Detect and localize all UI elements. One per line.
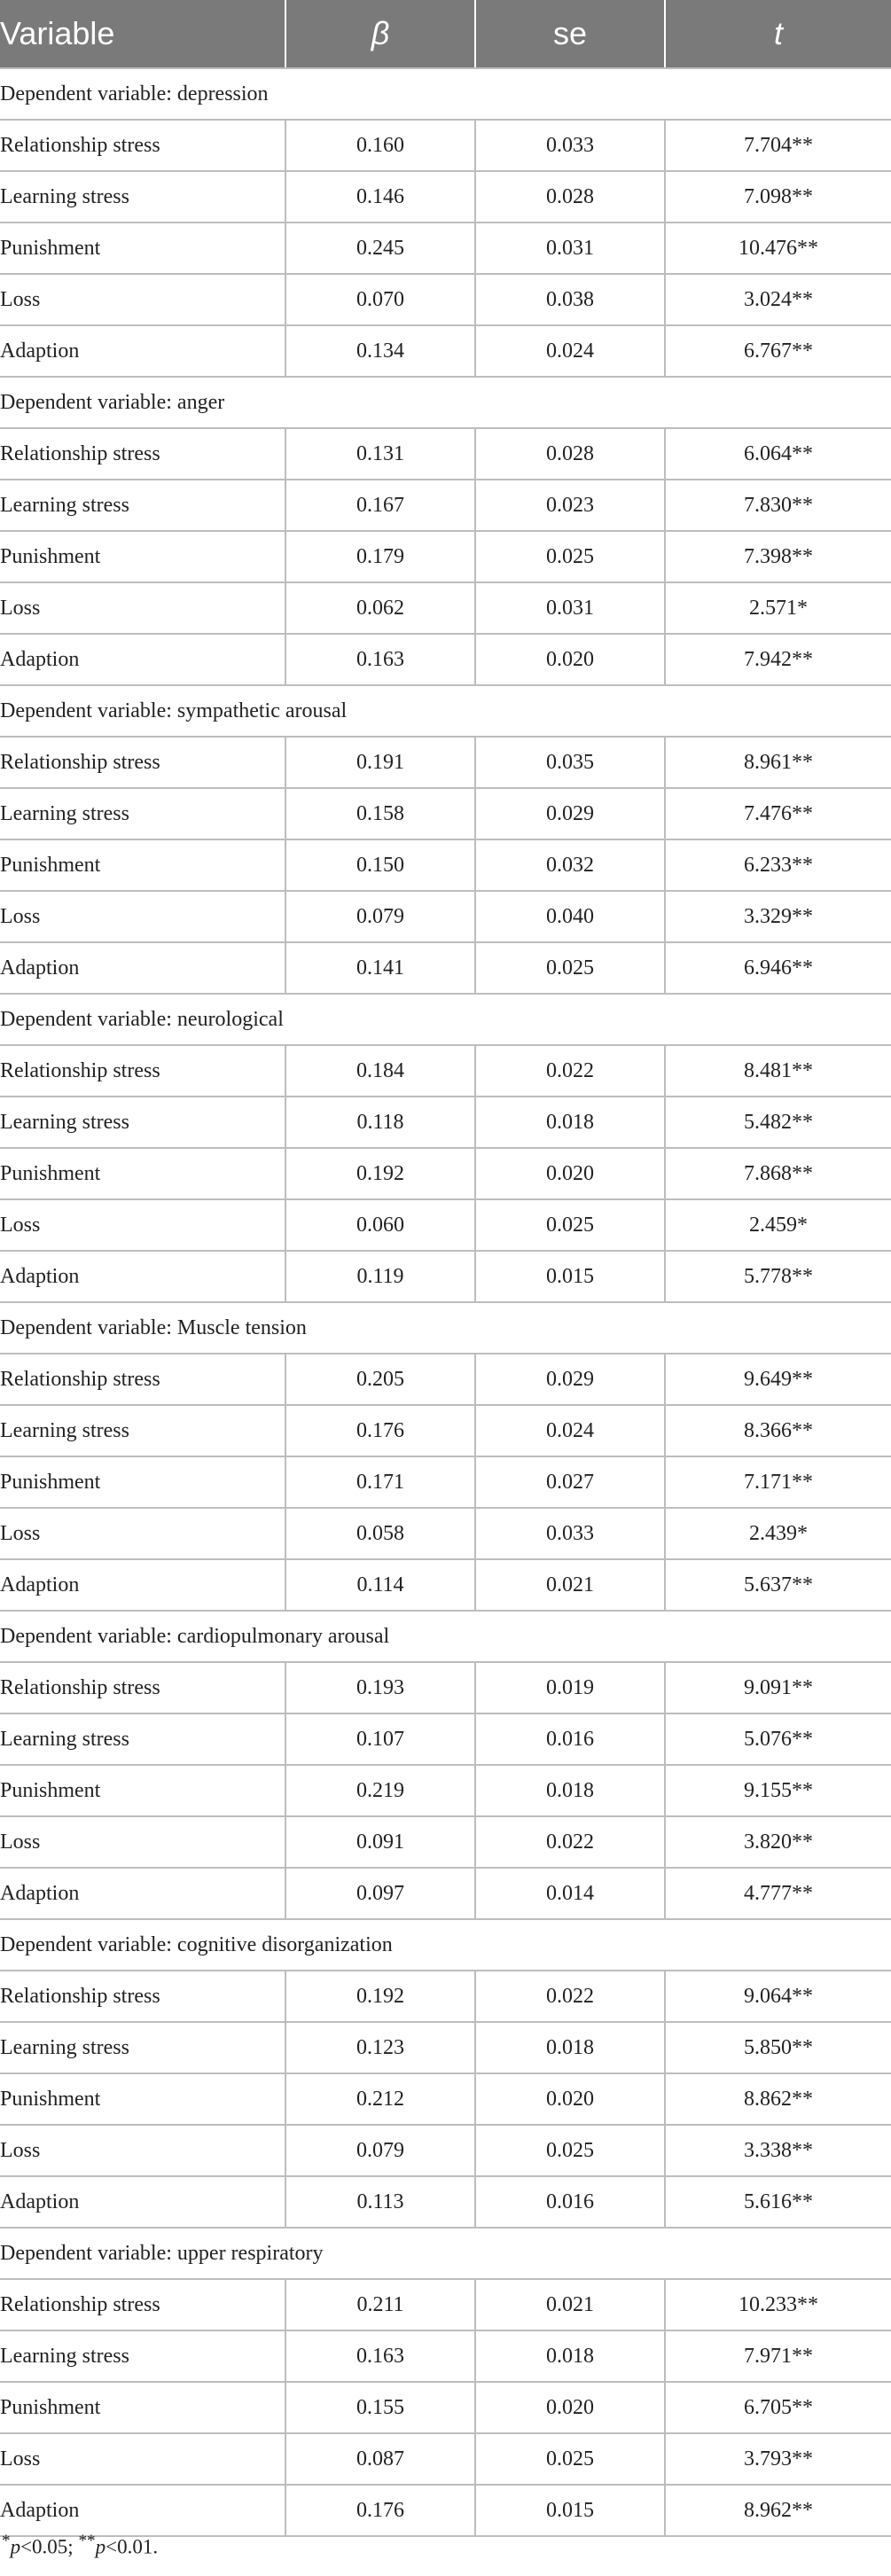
table-row bbox=[0, 2279, 891, 2330]
variable-name-cell: Learning stress bbox=[0, 2330, 285, 2382]
header-se: se bbox=[475, 0, 665, 68]
variable-name-cell: Punishment bbox=[0, 2382, 285, 2433]
t-cell: 8.862** bbox=[665, 2073, 891, 2125]
se-cell: 0.031 bbox=[475, 582, 665, 634]
t-cell: 10.476** bbox=[665, 222, 891, 274]
variable-name-cell: Punishment bbox=[0, 1148, 285, 1199]
se-cell: 0.029 bbox=[475, 788, 665, 839]
footnote-star-double: ** bbox=[78, 2532, 96, 2550]
variable-name-cell: Loss bbox=[0, 274, 285, 325]
group-title: Dependent variable: depression bbox=[0, 68, 891, 120]
variable-name-cell: Relationship stress bbox=[0, 737, 285, 788]
beta-cell: 0.211 bbox=[285, 2279, 475, 2330]
table-row bbox=[0, 1868, 891, 1919]
se-cell: 0.028 bbox=[475, 171, 665, 222]
t-cell: 7.942** bbox=[665, 634, 891, 685]
table-header-row bbox=[0, 0, 891, 68]
se-cell: 0.028 bbox=[475, 428, 665, 480]
beta-cell: 0.193 bbox=[285, 1662, 475, 1713]
variable-name-cell: Adaption bbox=[0, 1868, 285, 1919]
variable-name-cell: Punishment bbox=[0, 1456, 285, 1508]
header-beta: β bbox=[285, 0, 475, 68]
variable-name-cell: Loss bbox=[0, 891, 285, 942]
beta-cell: 0.179 bbox=[285, 531, 475, 582]
beta-cell: 0.118 bbox=[285, 1097, 475, 1148]
t-cell: 6.233** bbox=[665, 839, 891, 891]
group-header-row bbox=[0, 685, 891, 737]
beta-cell: 0.131 bbox=[285, 428, 475, 480]
variable-name-cell: Punishment bbox=[0, 2073, 285, 2125]
se-cell: 0.040 bbox=[475, 891, 665, 942]
t-cell: 7.398** bbox=[665, 531, 891, 582]
variable-name-cell: Learning stress bbox=[0, 1405, 285, 1456]
header-t: t bbox=[665, 0, 891, 68]
t-cell: 3.820** bbox=[665, 1816, 891, 1868]
beta-cell: 0.171 bbox=[285, 1456, 475, 1508]
se-cell: 0.035 bbox=[475, 737, 665, 788]
se-cell: 0.025 bbox=[475, 2433, 665, 2485]
se-cell: 0.019 bbox=[475, 1662, 665, 1713]
table-row bbox=[0, 582, 891, 634]
table-row bbox=[0, 1199, 891, 1251]
se-cell: 0.018 bbox=[475, 2330, 665, 2382]
table-row bbox=[0, 2125, 891, 2176]
table-row bbox=[0, 2176, 891, 2228]
table-row bbox=[0, 120, 891, 171]
table-row bbox=[0, 1097, 891, 1148]
table-row bbox=[0, 2433, 891, 2485]
footnote-threshold-2: <0.01. bbox=[106, 2535, 159, 2558]
variable-name-cell: Learning stress bbox=[0, 171, 285, 222]
t-cell: 7.704** bbox=[665, 120, 891, 171]
table-row bbox=[0, 1559, 891, 1611]
table-footnote bbox=[2, 2532, 158, 2559]
t-cell: 2.459* bbox=[665, 1199, 891, 1251]
beta-cell: 0.163 bbox=[285, 2330, 475, 2382]
se-cell: 0.025 bbox=[475, 531, 665, 582]
table-row bbox=[0, 2073, 891, 2125]
table-body bbox=[0, 68, 891, 2536]
t-cell: 6.064** bbox=[665, 428, 891, 480]
table-row bbox=[0, 1045, 891, 1097]
se-cell: 0.022 bbox=[475, 1816, 665, 1868]
table-row bbox=[0, 1251, 891, 1302]
table-row bbox=[0, 222, 891, 274]
group-title: Dependent variable: neurological bbox=[0, 994, 891, 1045]
table-row bbox=[0, 839, 891, 891]
beta-cell: 0.245 bbox=[285, 222, 475, 274]
group-header-row bbox=[0, 1919, 891, 1971]
group-header-row bbox=[0, 1302, 891, 1354]
se-cell: 0.024 bbox=[475, 1405, 665, 1456]
se-cell: 0.022 bbox=[475, 1045, 665, 1097]
table-row bbox=[0, 480, 891, 531]
table-row bbox=[0, 634, 891, 685]
se-cell: 0.032 bbox=[475, 839, 665, 891]
beta-cell: 0.155 bbox=[285, 2382, 475, 2433]
t-cell: 2.439* bbox=[665, 1508, 891, 1559]
variable-name-cell: Relationship stress bbox=[0, 1971, 285, 2022]
se-cell: 0.027 bbox=[475, 1456, 665, 1508]
beta-cell: 0.079 bbox=[285, 891, 475, 942]
variable-name-cell: Punishment bbox=[0, 531, 285, 582]
variable-name-cell: Learning stress bbox=[0, 2022, 285, 2073]
variable-name-cell: Punishment bbox=[0, 839, 285, 891]
t-cell: 8.962** bbox=[665, 2485, 891, 2536]
table-row bbox=[0, 1816, 891, 1868]
table-row bbox=[0, 2022, 891, 2073]
beta-cell: 0.146 bbox=[285, 171, 475, 222]
variable-name-cell: Relationship stress bbox=[0, 120, 285, 171]
variable-name-cell: Loss bbox=[0, 2433, 285, 2485]
table-row bbox=[0, 891, 891, 942]
beta-cell: 0.167 bbox=[285, 480, 475, 531]
t-cell: 5.482** bbox=[665, 1097, 891, 1148]
table-row bbox=[0, 1508, 891, 1559]
table-row bbox=[0, 325, 891, 377]
t-cell: 3.329** bbox=[665, 891, 891, 942]
beta-cell: 0.176 bbox=[285, 2485, 475, 2536]
beta-cell: 0.150 bbox=[285, 839, 475, 891]
variable-name-cell: Adaption bbox=[0, 325, 285, 377]
se-cell: 0.021 bbox=[475, 1559, 665, 1611]
table-row bbox=[0, 737, 891, 788]
variable-name-cell: Adaption bbox=[0, 942, 285, 994]
variable-name-cell: Adaption bbox=[0, 2485, 285, 2536]
table-row bbox=[0, 2485, 891, 2536]
table-row bbox=[0, 171, 891, 222]
se-cell: 0.020 bbox=[475, 1148, 665, 1199]
t-cell: 5.637** bbox=[665, 1559, 891, 1611]
se-cell: 0.018 bbox=[475, 1097, 665, 1148]
variable-name-cell: Loss bbox=[0, 2125, 285, 2176]
t-cell: 7.171** bbox=[665, 1456, 891, 1508]
table-row bbox=[0, 942, 891, 994]
se-cell: 0.020 bbox=[475, 2073, 665, 2125]
se-cell: 0.022 bbox=[475, 1971, 665, 2022]
beta-cell: 0.141 bbox=[285, 942, 475, 994]
variable-name-cell: Relationship stress bbox=[0, 1045, 285, 1097]
se-cell: 0.033 bbox=[475, 120, 665, 171]
t-cell: 7.868** bbox=[665, 1148, 891, 1199]
se-cell: 0.033 bbox=[475, 1508, 665, 1559]
group-title: Dependent variable: cardiopulmonary arousal bbox=[0, 1611, 891, 1662]
variable-name-cell: Relationship stress bbox=[0, 2279, 285, 2330]
footnote-p-symbol: p bbox=[10, 2535, 21, 2558]
t-cell: 3.793** bbox=[665, 2433, 891, 2485]
table-row bbox=[0, 1456, 891, 1508]
group-header-row bbox=[0, 1611, 891, 1662]
variable-name-cell: Adaption bbox=[0, 2176, 285, 2228]
t-cell: 9.649** bbox=[665, 1354, 891, 1405]
table-row bbox=[0, 1662, 891, 1713]
group-title: Dependent variable: cognitive disorganization bbox=[0, 1919, 891, 1971]
se-cell: 0.016 bbox=[475, 1713, 665, 1765]
beta-cell: 0.107 bbox=[285, 1713, 475, 1765]
group-title: Dependent variable: Muscle tension bbox=[0, 1302, 891, 1354]
beta-cell: 0.123 bbox=[285, 2022, 475, 2073]
t-cell: 2.571* bbox=[665, 582, 891, 634]
beta-cell: 0.119 bbox=[285, 1251, 475, 1302]
se-cell: 0.018 bbox=[475, 1765, 665, 1816]
t-cell: 10.233** bbox=[665, 2279, 891, 2330]
variable-name-cell: Relationship stress bbox=[0, 1662, 285, 1713]
se-cell: 0.029 bbox=[475, 1354, 665, 1405]
group-header-row bbox=[0, 68, 891, 120]
beta-cell: 0.219 bbox=[285, 1765, 475, 1816]
variable-name-cell: Learning stress bbox=[0, 480, 285, 531]
beta-cell: 0.192 bbox=[285, 1148, 475, 1199]
beta-cell: 0.205 bbox=[285, 1354, 475, 1405]
table-row bbox=[0, 428, 891, 480]
se-cell: 0.020 bbox=[475, 2382, 665, 2433]
se-cell: 0.025 bbox=[475, 1199, 665, 1251]
beta-cell: 0.113 bbox=[285, 2176, 475, 2228]
variable-name-cell: Punishment bbox=[0, 222, 285, 274]
se-cell: 0.020 bbox=[475, 634, 665, 685]
group-header-row bbox=[0, 377, 891, 428]
beta-cell: 0.192 bbox=[285, 1971, 475, 2022]
se-cell: 0.014 bbox=[475, 1868, 665, 1919]
beta-cell: 0.091 bbox=[285, 1816, 475, 1868]
table-row bbox=[0, 788, 891, 839]
variable-name-cell: Loss bbox=[0, 1199, 285, 1251]
group-title: Dependent variable: anger bbox=[0, 377, 891, 428]
variable-name-cell: Loss bbox=[0, 1816, 285, 1868]
t-cell: 5.616** bbox=[665, 2176, 891, 2228]
variable-name-cell: Learning stress bbox=[0, 788, 285, 839]
beta-cell: 0.191 bbox=[285, 737, 475, 788]
beta-cell: 0.212 bbox=[285, 2073, 475, 2125]
t-cell: 7.971** bbox=[665, 2330, 891, 2382]
se-cell: 0.018 bbox=[475, 2022, 665, 2073]
table-row bbox=[0, 1971, 891, 2022]
variable-name-cell: Loss bbox=[0, 1508, 285, 1559]
table-row bbox=[0, 2382, 891, 2433]
se-cell: 0.023 bbox=[475, 480, 665, 531]
t-cell: 9.091** bbox=[665, 1662, 891, 1713]
footnote-star-single: * bbox=[2, 2532, 11, 2550]
beta-cell: 0.163 bbox=[285, 634, 475, 685]
variable-name-cell: Loss bbox=[0, 582, 285, 634]
t-cell: 9.064** bbox=[665, 1971, 891, 2022]
se-cell: 0.021 bbox=[475, 2279, 665, 2330]
table-row bbox=[0, 531, 891, 582]
beta-cell: 0.087 bbox=[285, 2433, 475, 2485]
beta-cell: 0.097 bbox=[285, 1868, 475, 1919]
se-cell: 0.024 bbox=[475, 325, 665, 377]
footnote-threshold-1: <0.05; bbox=[20, 2535, 79, 2558]
group-header-row bbox=[0, 2228, 891, 2279]
variable-name-cell: Learning stress bbox=[0, 1713, 285, 1765]
se-cell: 0.015 bbox=[475, 1251, 665, 1302]
beta-cell: 0.184 bbox=[285, 1045, 475, 1097]
t-cell: 7.830** bbox=[665, 480, 891, 531]
t-cell: 4.777** bbox=[665, 1868, 891, 1919]
beta-cell: 0.134 bbox=[285, 325, 475, 377]
footnote-p-symbol: p bbox=[95, 2535, 106, 2558]
t-cell: 8.481** bbox=[665, 1045, 891, 1097]
variable-name-cell: Adaption bbox=[0, 634, 285, 685]
beta-cell: 0.060 bbox=[285, 1199, 475, 1251]
se-cell: 0.031 bbox=[475, 222, 665, 274]
t-cell: 8.366** bbox=[665, 1405, 891, 1456]
variable-name-cell: Learning stress bbox=[0, 1097, 285, 1148]
beta-cell: 0.058 bbox=[285, 1508, 475, 1559]
t-cell: 6.767** bbox=[665, 325, 891, 377]
header-variable: Variable bbox=[0, 0, 285, 68]
beta-cell: 0.176 bbox=[285, 1405, 475, 1456]
variable-name-cell: Punishment bbox=[0, 1765, 285, 1816]
beta-cell: 0.158 bbox=[285, 788, 475, 839]
se-cell: 0.025 bbox=[475, 2125, 665, 2176]
t-cell: 5.778** bbox=[665, 1251, 891, 1302]
variable-name-cell: Relationship stress bbox=[0, 428, 285, 480]
table-row bbox=[0, 1713, 891, 1765]
table-row bbox=[0, 1765, 891, 1816]
t-cell: 5.076** bbox=[665, 1713, 891, 1765]
variable-name-cell: Adaption bbox=[0, 1559, 285, 1611]
t-cell: 6.705** bbox=[665, 2382, 891, 2433]
beta-cell: 0.070 bbox=[285, 274, 475, 325]
se-cell: 0.016 bbox=[475, 2176, 665, 2228]
t-cell: 7.098** bbox=[665, 171, 891, 222]
beta-cell: 0.114 bbox=[285, 1559, 475, 1611]
se-cell: 0.015 bbox=[475, 2485, 665, 2536]
variable-name-cell: Relationship stress bbox=[0, 1354, 285, 1405]
se-cell: 0.025 bbox=[475, 942, 665, 994]
se-cell: 0.038 bbox=[475, 274, 665, 325]
beta-cell: 0.079 bbox=[285, 2125, 475, 2176]
beta-cell: 0.160 bbox=[285, 120, 475, 171]
t-cell: 8.961** bbox=[665, 737, 891, 788]
t-cell: 3.024** bbox=[665, 274, 891, 325]
t-cell: 7.476** bbox=[665, 788, 891, 839]
table-row bbox=[0, 1148, 891, 1199]
t-cell: 5.850** bbox=[665, 2022, 891, 2073]
table-row bbox=[0, 2330, 891, 2382]
table-row bbox=[0, 274, 891, 325]
group-title: Dependent variable: upper respiratory bbox=[0, 2228, 891, 2279]
t-cell: 6.946** bbox=[665, 942, 891, 994]
group-header-row bbox=[0, 994, 891, 1045]
table-row bbox=[0, 1354, 891, 1405]
variable-name-cell: Adaption bbox=[0, 1251, 285, 1302]
t-cell: 3.338** bbox=[665, 2125, 891, 2176]
t-cell: 9.155** bbox=[665, 1765, 891, 1816]
group-title: Dependent variable: sympathetic arousal bbox=[0, 685, 891, 737]
beta-cell: 0.062 bbox=[285, 582, 475, 634]
table-row bbox=[0, 1405, 891, 1456]
